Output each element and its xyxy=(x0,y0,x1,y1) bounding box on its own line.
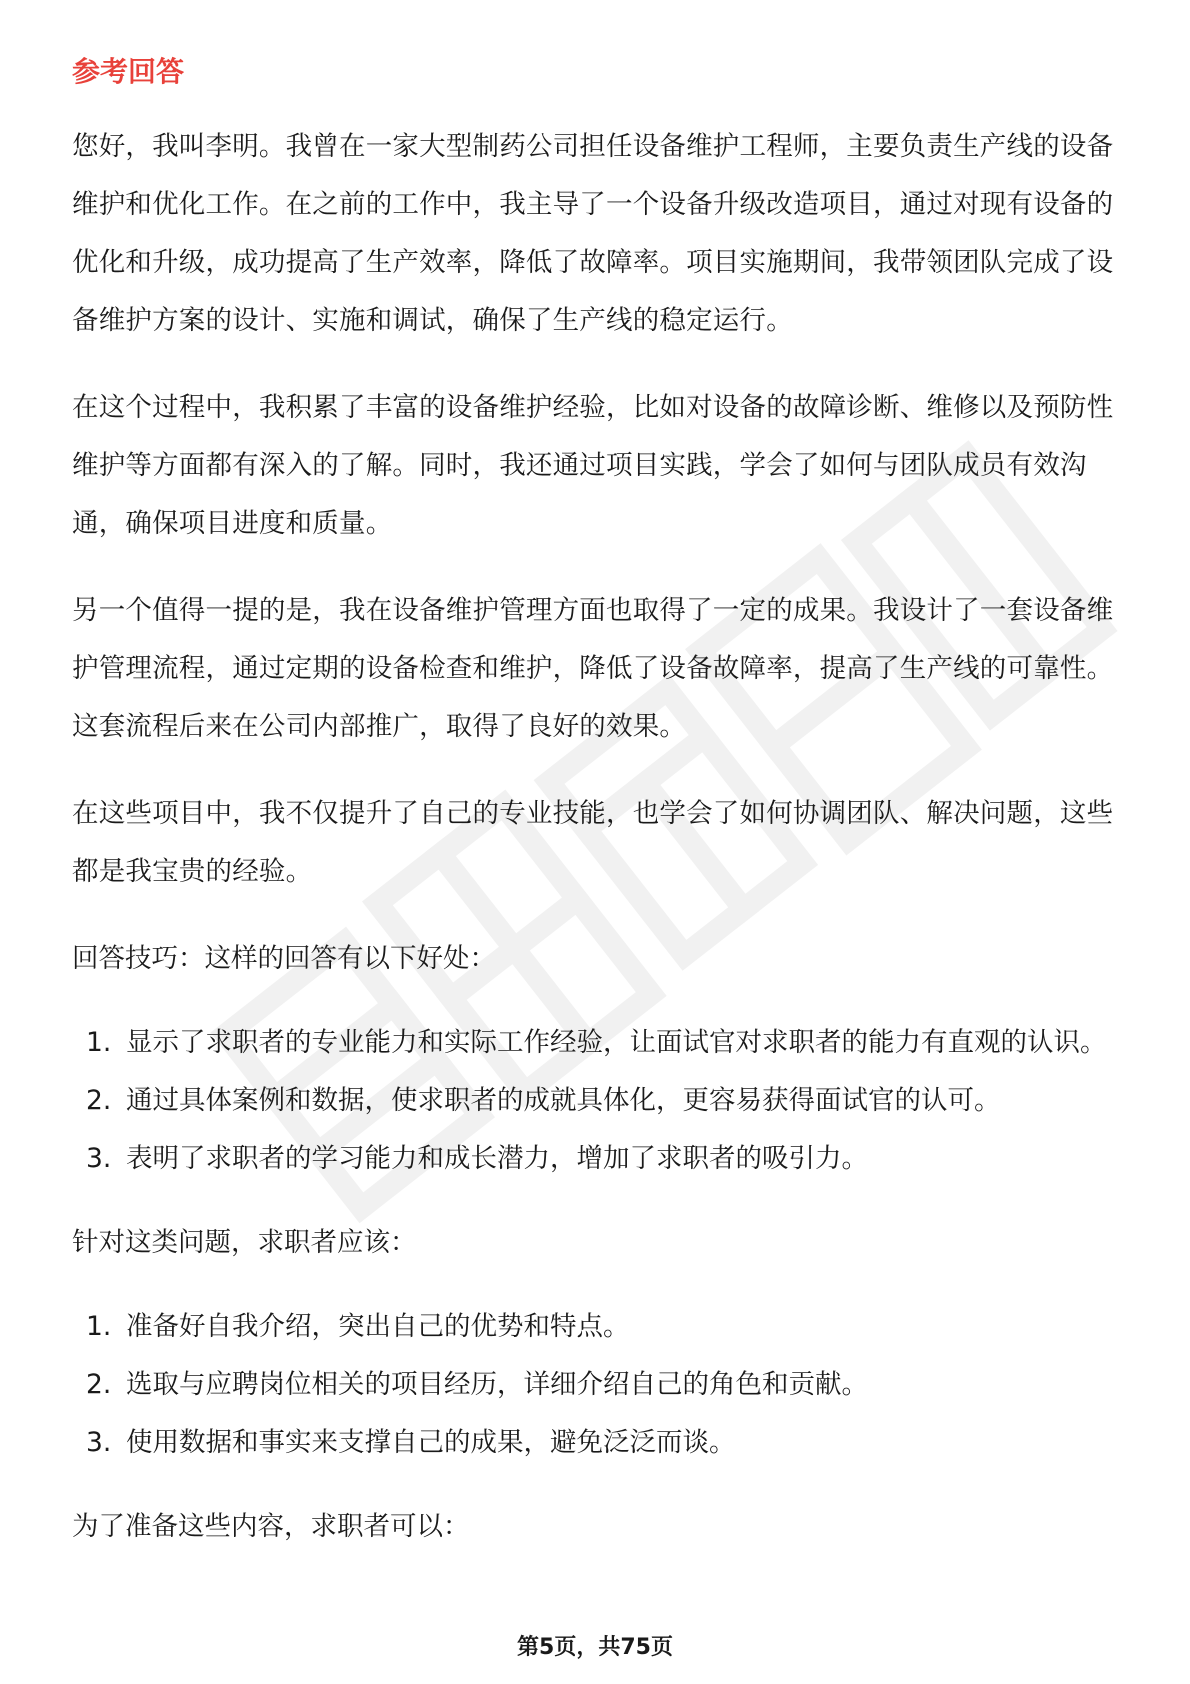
list-number: 2. xyxy=(86,1085,112,1116)
list-item-text: 选取与应聘岗位相关的项目经历，详细介绍自己的角色和贡献。 xyxy=(126,1369,868,1400)
list-item-text: 通过具体案例和数据，使求职者的成就具体化，更容易获得面试官的认可。 xyxy=(126,1085,1001,1116)
list-number: 1. xyxy=(86,1027,112,1058)
list-item-text: 显示了求职者的专业能力和实际工作经验，让面试官对求职者的能力有直观的认识。 xyxy=(126,1027,1107,1058)
list-item xyxy=(72,1414,1122,1472)
section-heading: 参考回答 xyxy=(72,55,185,88)
list-number: 3. xyxy=(86,1143,112,1174)
answer-paragraph: 您好，我叫李明。我曾在一家大型制药公司担任设备维护工程师，主要负责生产线的设备维护和优化工作。在之前的工作中，我主导了一个设备升级改造项目，通过对现有设备的优化和升级，成功提高了生产效率，降低了故障率。项目实施期间，我带领团队完成了设备维护方案的设计、实施和调试，确保了生产线的稳定运行。 xyxy=(72,131,1114,336)
tips-label: 回答技巧：这样的回答有以下好处： xyxy=(72,943,496,974)
list-number: 3. xyxy=(86,1427,112,1458)
answer-paragraph: 在这些项目中，我不仅提升了自己的专业技能，也学会了如何协调团队、解决问题，这些都是我宝贵的经验。 xyxy=(72,798,1114,887)
list-item xyxy=(72,1356,1122,1414)
list-item xyxy=(72,1298,1122,1356)
list-number: 2. xyxy=(86,1369,112,1400)
list-item xyxy=(72,1072,1122,1130)
answer-paragraph: 另一个值得一提的是，我在设备维护管理方面也取得了一定的成果。我设计了一套设备维护管理流程，通过定期的设备检查和维护，降低了设备故障率，提高了生产线的可靠性。这套流程后来在公司内部推广，取得了良好的效果。 xyxy=(72,595,1114,742)
tips-list xyxy=(72,1014,1122,1188)
document-content xyxy=(72,48,1122,1582)
advice-label: 针对这类问题，求职者应该： xyxy=(72,1227,417,1258)
advice-list xyxy=(72,1298,1122,1472)
prep-label: 为了准备这些内容，求职者可以： xyxy=(72,1511,470,1542)
list-item xyxy=(72,1014,1122,1072)
answer-paragraph: 在这个过程中，我积累了丰富的设备维护经验，比如对设备的故障诊断、维修以及预防性维护等方面都有深入的了解。同时，我还通过项目实践，学会了如何与团队成员有效沟通，确保项目进度和质量。 xyxy=(72,392,1114,539)
list-item-text: 使用数据和事实来支撑自己的成果，避免泛泛而谈。 xyxy=(126,1427,736,1458)
list-number: 1. xyxy=(86,1311,112,1342)
list-item-text: 表明了求职者的学习能力和成长潜力，增加了求职者的吸引力。 xyxy=(126,1143,868,1174)
page-number: 第5页，共75页 xyxy=(517,1635,673,1660)
list-item-text: 准备好自我介绍，突出自己的优势和特点。 xyxy=(126,1311,630,1342)
list-item xyxy=(72,1130,1122,1188)
